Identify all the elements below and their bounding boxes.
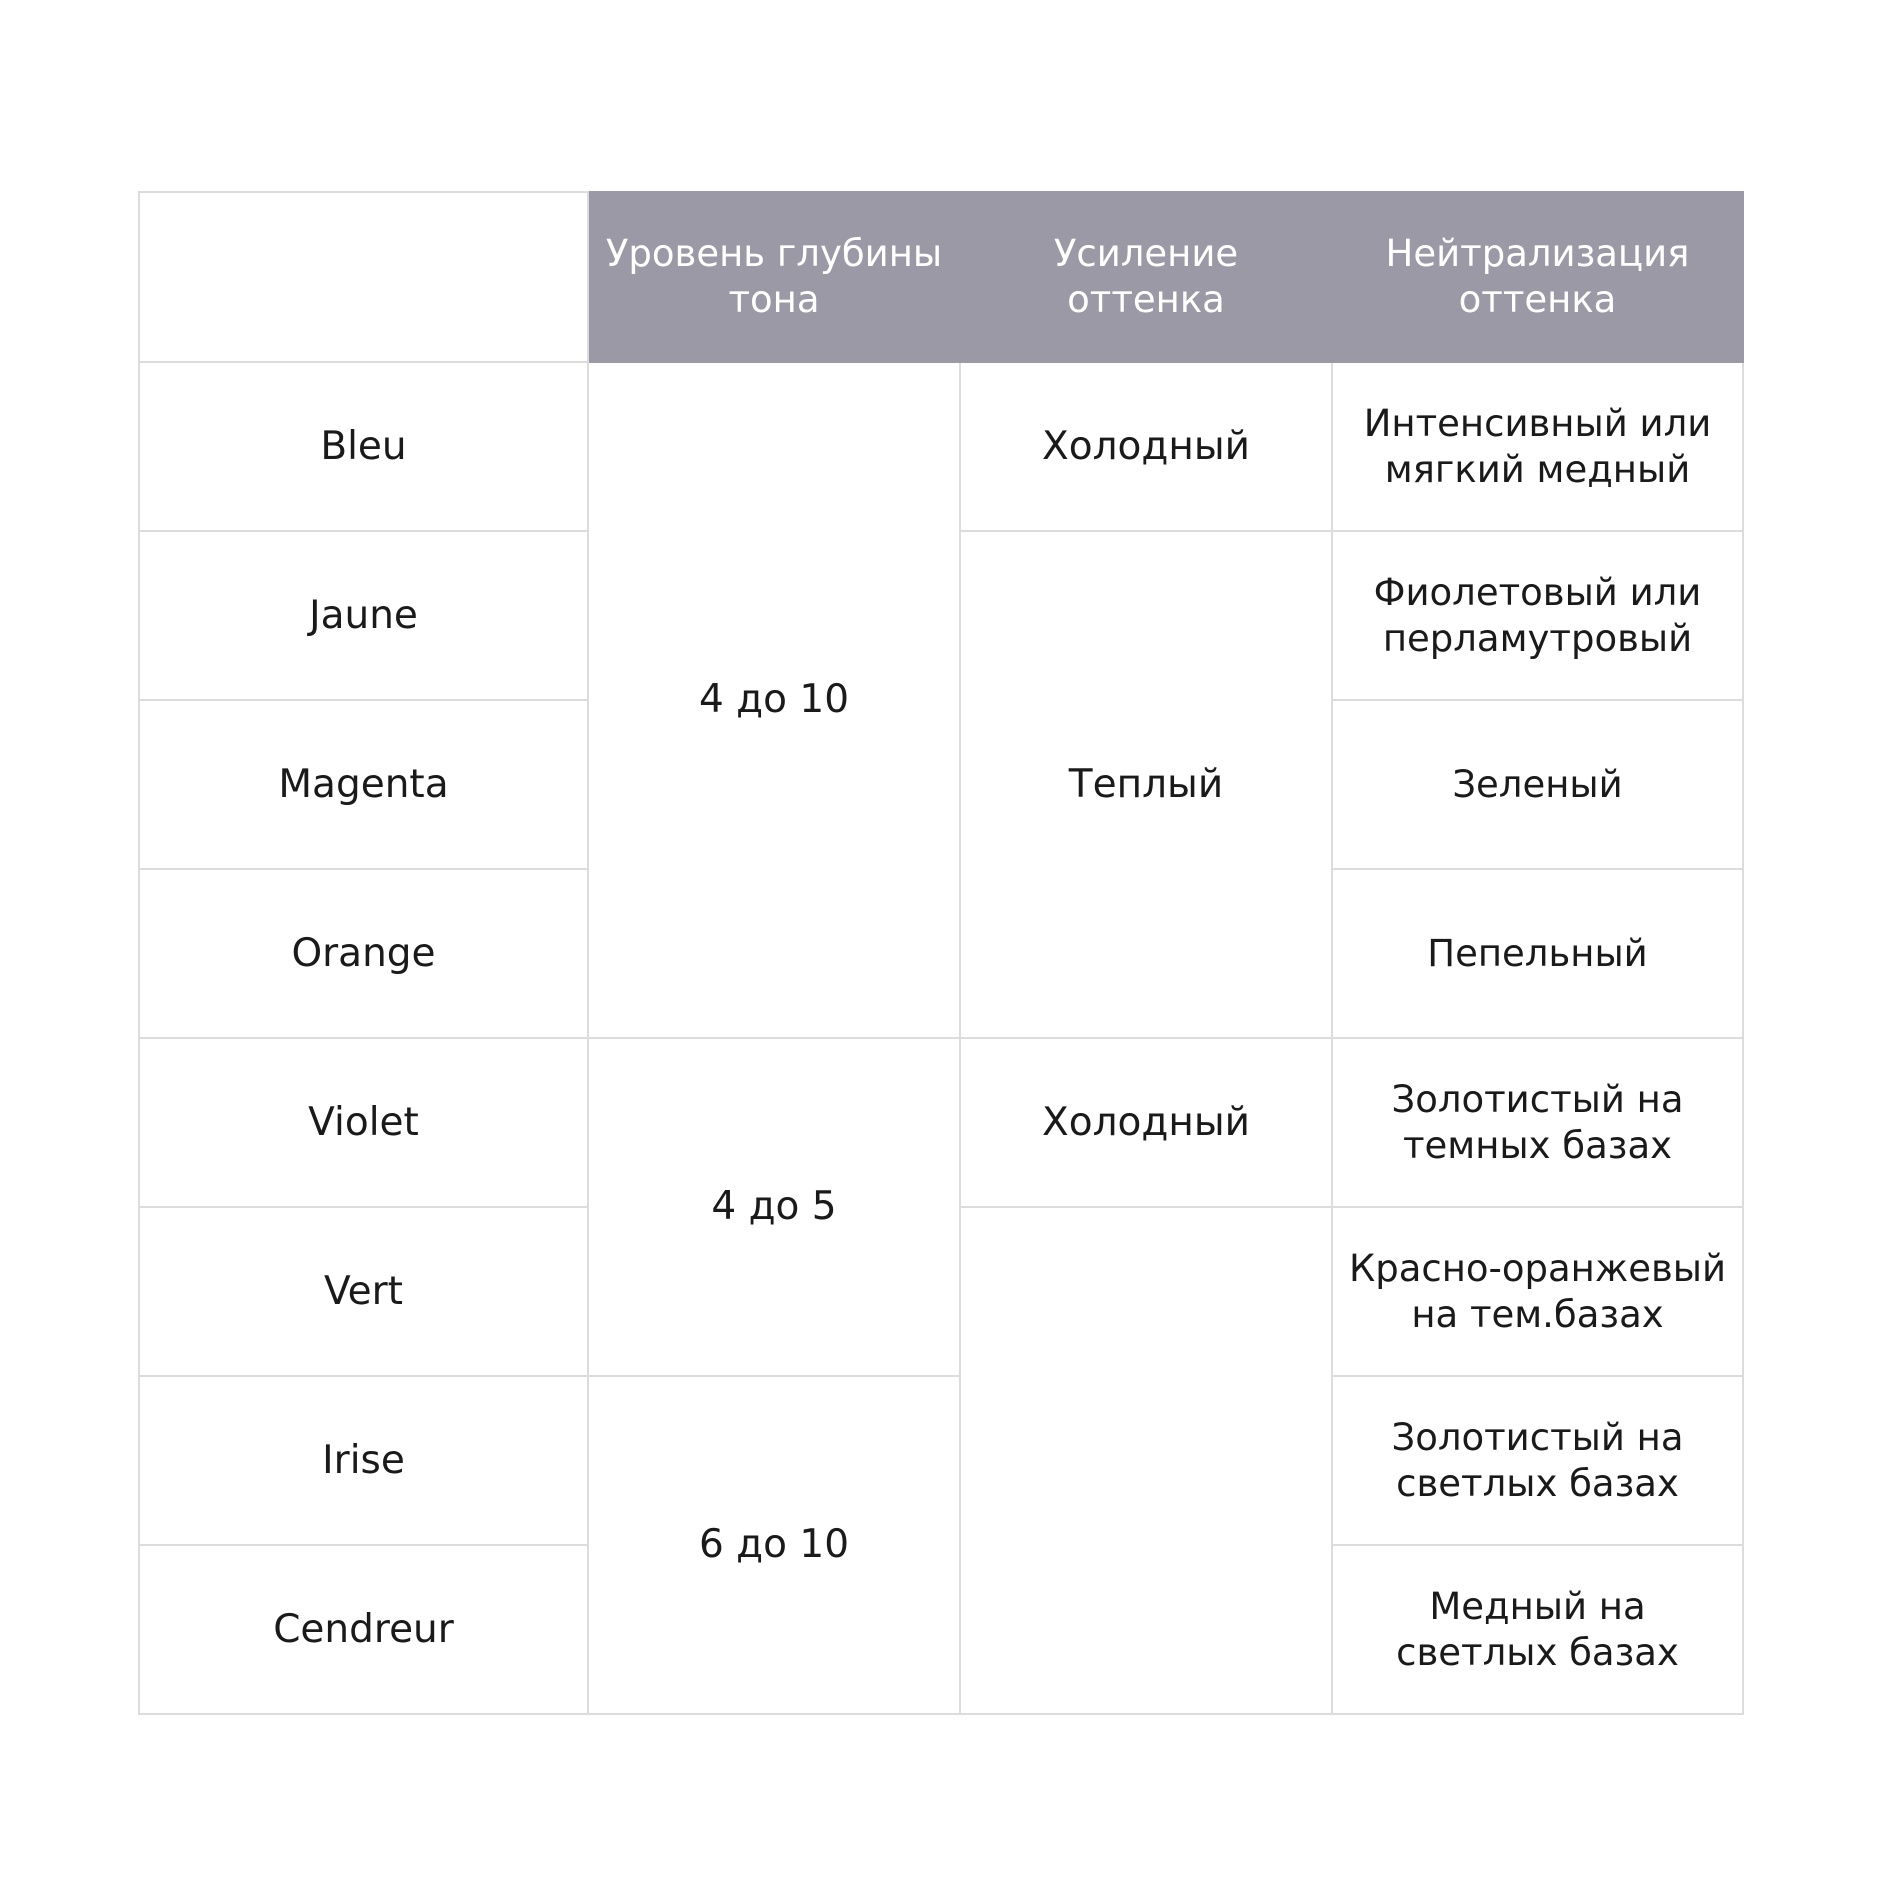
header-level: Уровень глубины тона [588, 192, 960, 362]
hair-color-table [138, 191, 1744, 1715]
row-name-bleu: Bleu [139, 362, 588, 531]
level-cell-2: 4 до 5 [588, 1038, 960, 1376]
neutralize-cell-vert: Красно-оранжевый на тем.базах [1332, 1207, 1743, 1376]
row-name-jaune: Jaune [139, 531, 588, 700]
header-neutralize: Нейтрализация оттенка [1332, 192, 1743, 362]
row-name-magenta: Magenta [139, 700, 588, 869]
row-name-vert: Vert [139, 1207, 588, 1376]
row-name-violet: Violet [139, 1038, 588, 1207]
neutralize-cell-jaune: Фиолетовый или перламутровый [1332, 531, 1743, 700]
header-corner-cell [139, 192, 588, 362]
table-row [139, 1376, 1743, 1545]
neutralize-cell-bleu: Интенсивный или мягкий медный [1332, 362, 1743, 531]
enhance-cell-cold-2: Холодный [960, 1038, 1332, 1207]
hair-color-table-container [138, 191, 1742, 1715]
enhance-cell-cold-1: Холодный [960, 362, 1332, 531]
header-enhance: Усиление оттенка [960, 192, 1332, 362]
level-cell-3: 6 до 10 [588, 1376, 960, 1714]
table-row [139, 1038, 1743, 1207]
row-name-cendreur: Cendreur [139, 1545, 588, 1714]
row-name-orange: Orange [139, 869, 588, 1038]
neutralize-cell-orange: Пепельный [1332, 869, 1743, 1038]
neutralize-cell-violet: Золотистый на темных базах [1332, 1038, 1743, 1207]
row-name-irise: Irise [139, 1376, 588, 1545]
table-row [139, 362, 1743, 531]
neutralize-cell-magenta: Зеленый [1332, 700, 1743, 869]
level-cell-1: 4 до 10 [588, 362, 960, 1038]
enhance-cell-warm: Теплый [960, 531, 1332, 1038]
neutralize-cell-irise: Золотистый на светлых базах [1332, 1376, 1743, 1545]
enhance-cell-empty [960, 1207, 1332, 1714]
neutralize-cell-cendreur: Медный на светлых базах [1332, 1545, 1743, 1714]
table-header-row [139, 192, 1743, 362]
